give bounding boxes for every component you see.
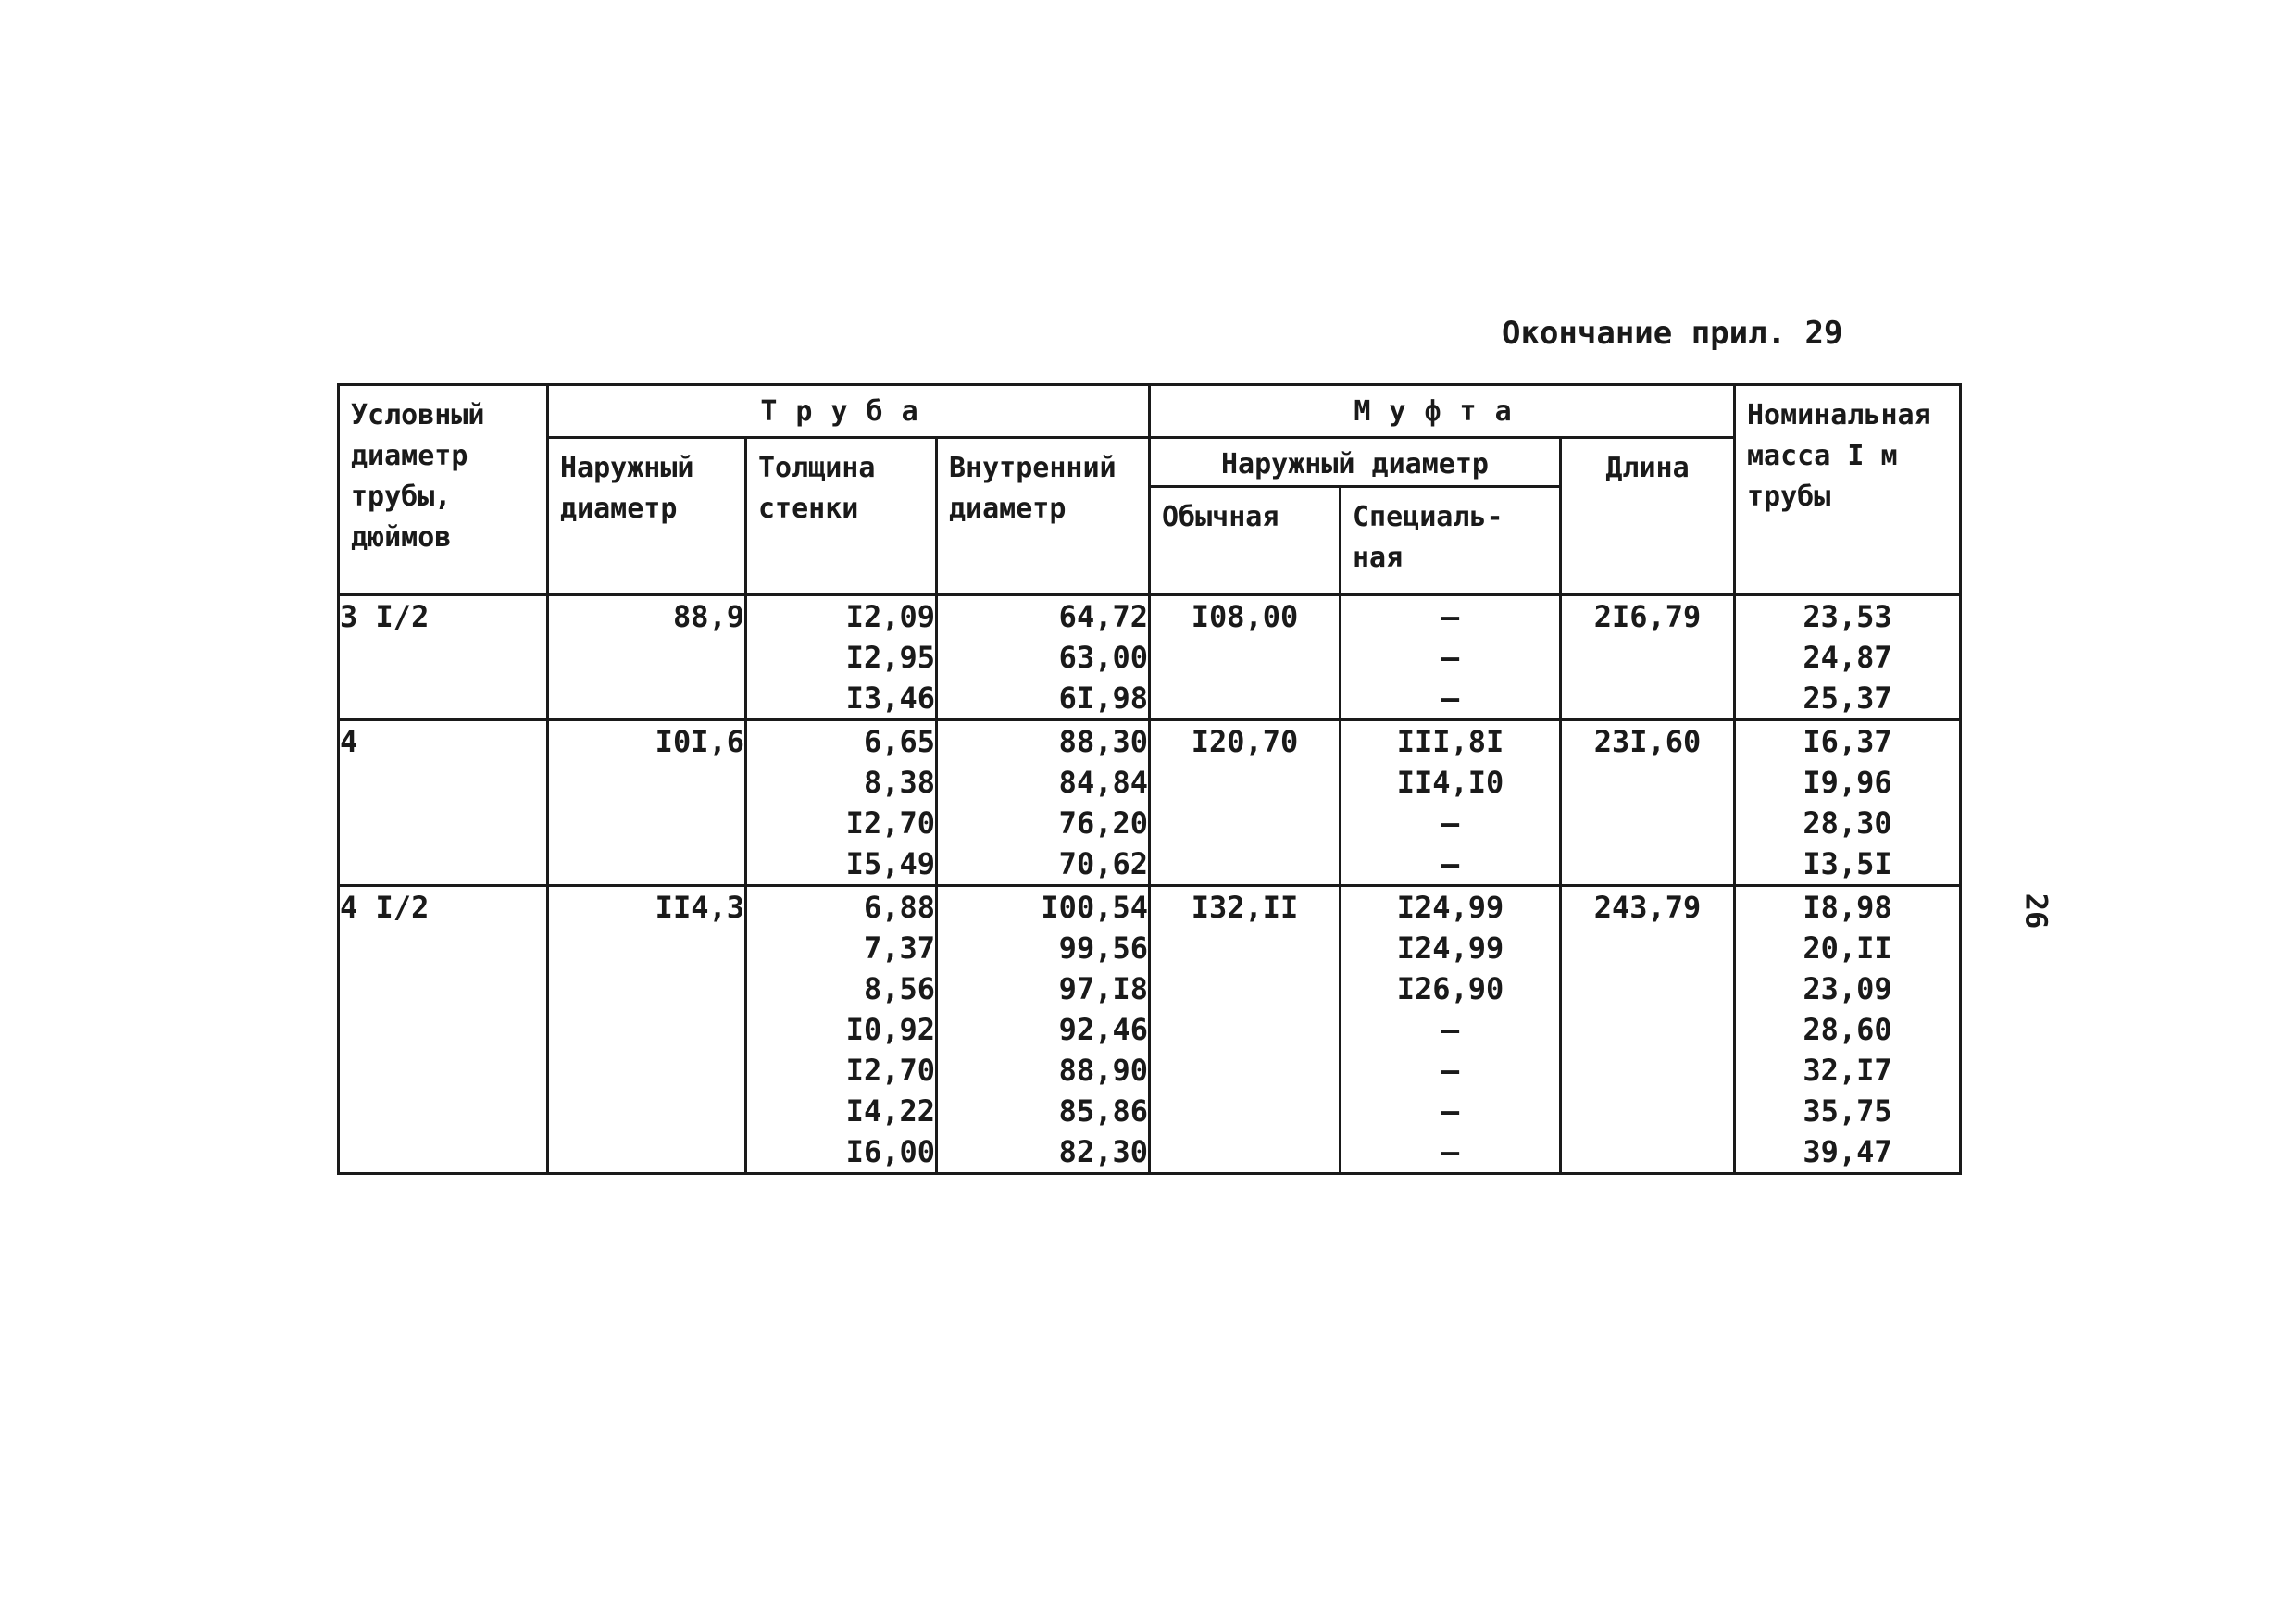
cell-line: I3,46 — [845, 680, 935, 716]
cell-line: 88,30 — [1058, 724, 1148, 759]
header-line: Условный — [351, 399, 485, 431]
cell-line: 7,37 — [863, 930, 935, 966]
header-group-pipe: Труба — [548, 385, 1150, 438]
cell-line: – — [1441, 1053, 1460, 1088]
cell-line: 6,65 — [863, 724, 935, 759]
cell-line: 3 I/2 — [340, 599, 430, 634]
cell-line: 76,20 — [1058, 805, 1148, 841]
cell-line: – — [1441, 1134, 1460, 1169]
cell-line: 84,84 — [1058, 765, 1148, 800]
cell-line: I2,09 — [845, 599, 935, 634]
cell-line: 8,38 — [863, 765, 935, 800]
header-row-2 — [339, 438, 1961, 487]
cell-length — [1561, 595, 1735, 720]
pipe-coupling-table — [337, 383, 1962, 1175]
cell-line: I2,70 — [845, 805, 935, 841]
cell-length — [1561, 886, 1735, 1174]
cell-line: II4,I0 — [1396, 765, 1504, 800]
cell-line: III,8I — [1396, 724, 1504, 759]
header-coupling-regular: Обычная — [1150, 487, 1341, 595]
cell-line: I2,70 — [845, 1053, 935, 1088]
header-group-coupling: Муфта — [1150, 385, 1735, 438]
header-pipe-outer-diameter — [548, 438, 746, 595]
cell-line: 82,30 — [1058, 1134, 1148, 1169]
cell-line: I8,98 — [1803, 890, 1892, 925]
header-line: Специаль- — [1353, 501, 1504, 533]
cell-line: I24,99 — [1396, 890, 1504, 925]
cell-inner — [937, 720, 1150, 886]
cell-mass — [1735, 720, 1961, 886]
header-wall-thickness — [746, 438, 937, 595]
cell-line: 85,86 — [1058, 1093, 1148, 1129]
cell-line: I32,II — [1191, 890, 1299, 925]
cell-line: 64,72 — [1058, 599, 1148, 634]
cell-line: – — [1441, 805, 1460, 841]
cell-regular — [1150, 720, 1341, 886]
cell-line: 99,56 — [1058, 930, 1148, 966]
header-nominal-diameter — [339, 385, 548, 595]
header-line: масса I м — [1747, 440, 1898, 472]
cell-inner — [937, 886, 1150, 1174]
cell-line: – — [1441, 680, 1460, 716]
cell-line: – — [1441, 640, 1460, 675]
cell-line: 4 I/2 — [340, 890, 430, 925]
header-line: Внутренний — [949, 452, 1117, 484]
cell-line: I0,92 — [845, 1012, 935, 1047]
header-line: Толщина — [758, 452, 876, 484]
header-line: Номинальная — [1747, 399, 1931, 431]
cell-line: I3,5I — [1803, 846, 1892, 881]
cell-special — [1341, 595, 1561, 720]
cell-mass — [1735, 886, 1961, 1174]
cell-line: 63,00 — [1058, 640, 1148, 675]
cell-regular — [1150, 595, 1341, 720]
cell-line: 4 — [340, 724, 358, 759]
cell-line: 23I,60 — [1593, 724, 1702, 759]
cell-line: 24,87 — [1803, 640, 1892, 675]
header-line: ная — [1353, 542, 1404, 574]
cell-line: 92,46 — [1058, 1012, 1148, 1047]
cell-line: 88,9 — [672, 599, 744, 634]
cell-line: 20,II — [1803, 930, 1892, 966]
cell-line: 2I6,79 — [1593, 599, 1702, 634]
cell-regular — [1150, 886, 1341, 1174]
cell-line: I20,70 — [1191, 724, 1299, 759]
cell-length — [1561, 720, 1735, 886]
cell-line: 88,90 — [1058, 1053, 1148, 1088]
header-line: диаметр — [351, 440, 468, 472]
cell-line: 28,30 — [1803, 805, 1892, 841]
cell-line: 23,53 — [1803, 599, 1892, 634]
cell-outer — [548, 720, 746, 886]
cell-wall — [746, 886, 937, 1174]
cell-line: 32,I7 — [1803, 1053, 1892, 1088]
cell-line: I5,49 — [845, 846, 935, 881]
cell-line: I6,00 — [845, 1134, 935, 1169]
cell-line: I0I,6 — [655, 724, 744, 759]
cell-nominal — [339, 595, 548, 720]
cell-line: 243,79 — [1593, 890, 1702, 925]
cell-line: – — [1441, 599, 1460, 634]
cell-outer — [548, 595, 746, 720]
cell-line: I9,96 — [1803, 765, 1892, 800]
header-line: трубы — [1747, 481, 1831, 513]
cell-line: – — [1441, 1093, 1460, 1129]
header-coupling-length: Длина — [1561, 438, 1735, 595]
header-line: дюймов — [351, 521, 452, 554]
header-nominal-mass — [1735, 385, 1961, 595]
cell-special — [1341, 886, 1561, 1174]
table-row — [339, 720, 1961, 886]
cell-nominal — [339, 720, 548, 886]
cell-line: II4,3 — [655, 890, 744, 925]
header-row-1 — [339, 385, 1961, 438]
cell-inner — [937, 595, 1150, 720]
header-line: стенки — [758, 493, 859, 525]
cell-wall — [746, 595, 937, 720]
cell-line: I00,54 — [1041, 890, 1148, 925]
table-row — [339, 595, 1961, 720]
header-line: диаметр — [560, 493, 678, 525]
cell-line: 39,47 — [1803, 1134, 1892, 1169]
cell-line: 35,75 — [1803, 1093, 1892, 1129]
header-line: трубы, — [351, 481, 452, 513]
cell-nominal — [339, 886, 548, 1174]
header-line: диаметр — [949, 493, 1067, 525]
cell-line: 28,60 — [1803, 1012, 1892, 1047]
cell-mass — [1735, 595, 1961, 720]
table-row — [339, 886, 1961, 1174]
cell-special — [1341, 720, 1561, 886]
cell-line: I08,00 — [1191, 599, 1299, 634]
cell-line: – — [1441, 1012, 1460, 1047]
appendix-heading: Окончание прил. 29 — [1502, 315, 1843, 352]
header-coupling-special — [1341, 487, 1561, 595]
cell-line: 6,88 — [863, 890, 935, 925]
header-inner-diameter — [937, 438, 1150, 595]
cell-line: 70,62 — [1058, 846, 1148, 881]
cell-line: I6,37 — [1803, 724, 1892, 759]
cell-line: 97,I8 — [1058, 971, 1148, 1006]
cell-line: I26,90 — [1396, 971, 1504, 1006]
cell-line: I2,95 — [845, 640, 935, 675]
page-number: 26 — [2018, 893, 2054, 930]
cell-outer — [548, 886, 746, 1174]
cell-line: – — [1441, 846, 1460, 881]
cell-wall — [746, 720, 937, 886]
cell-line: I4,22 — [845, 1093, 935, 1129]
header-line: Наружный — [560, 452, 694, 484]
cell-line: 25,37 — [1803, 680, 1892, 716]
cell-line: 6I,98 — [1058, 680, 1148, 716]
cell-line: 23,09 — [1803, 971, 1892, 1006]
cell-line: 8,56 — [863, 971, 935, 1006]
header-coupling-outer-diameter: Наружный диаметр — [1150, 438, 1561, 487]
cell-line: I24,99 — [1396, 930, 1504, 966]
